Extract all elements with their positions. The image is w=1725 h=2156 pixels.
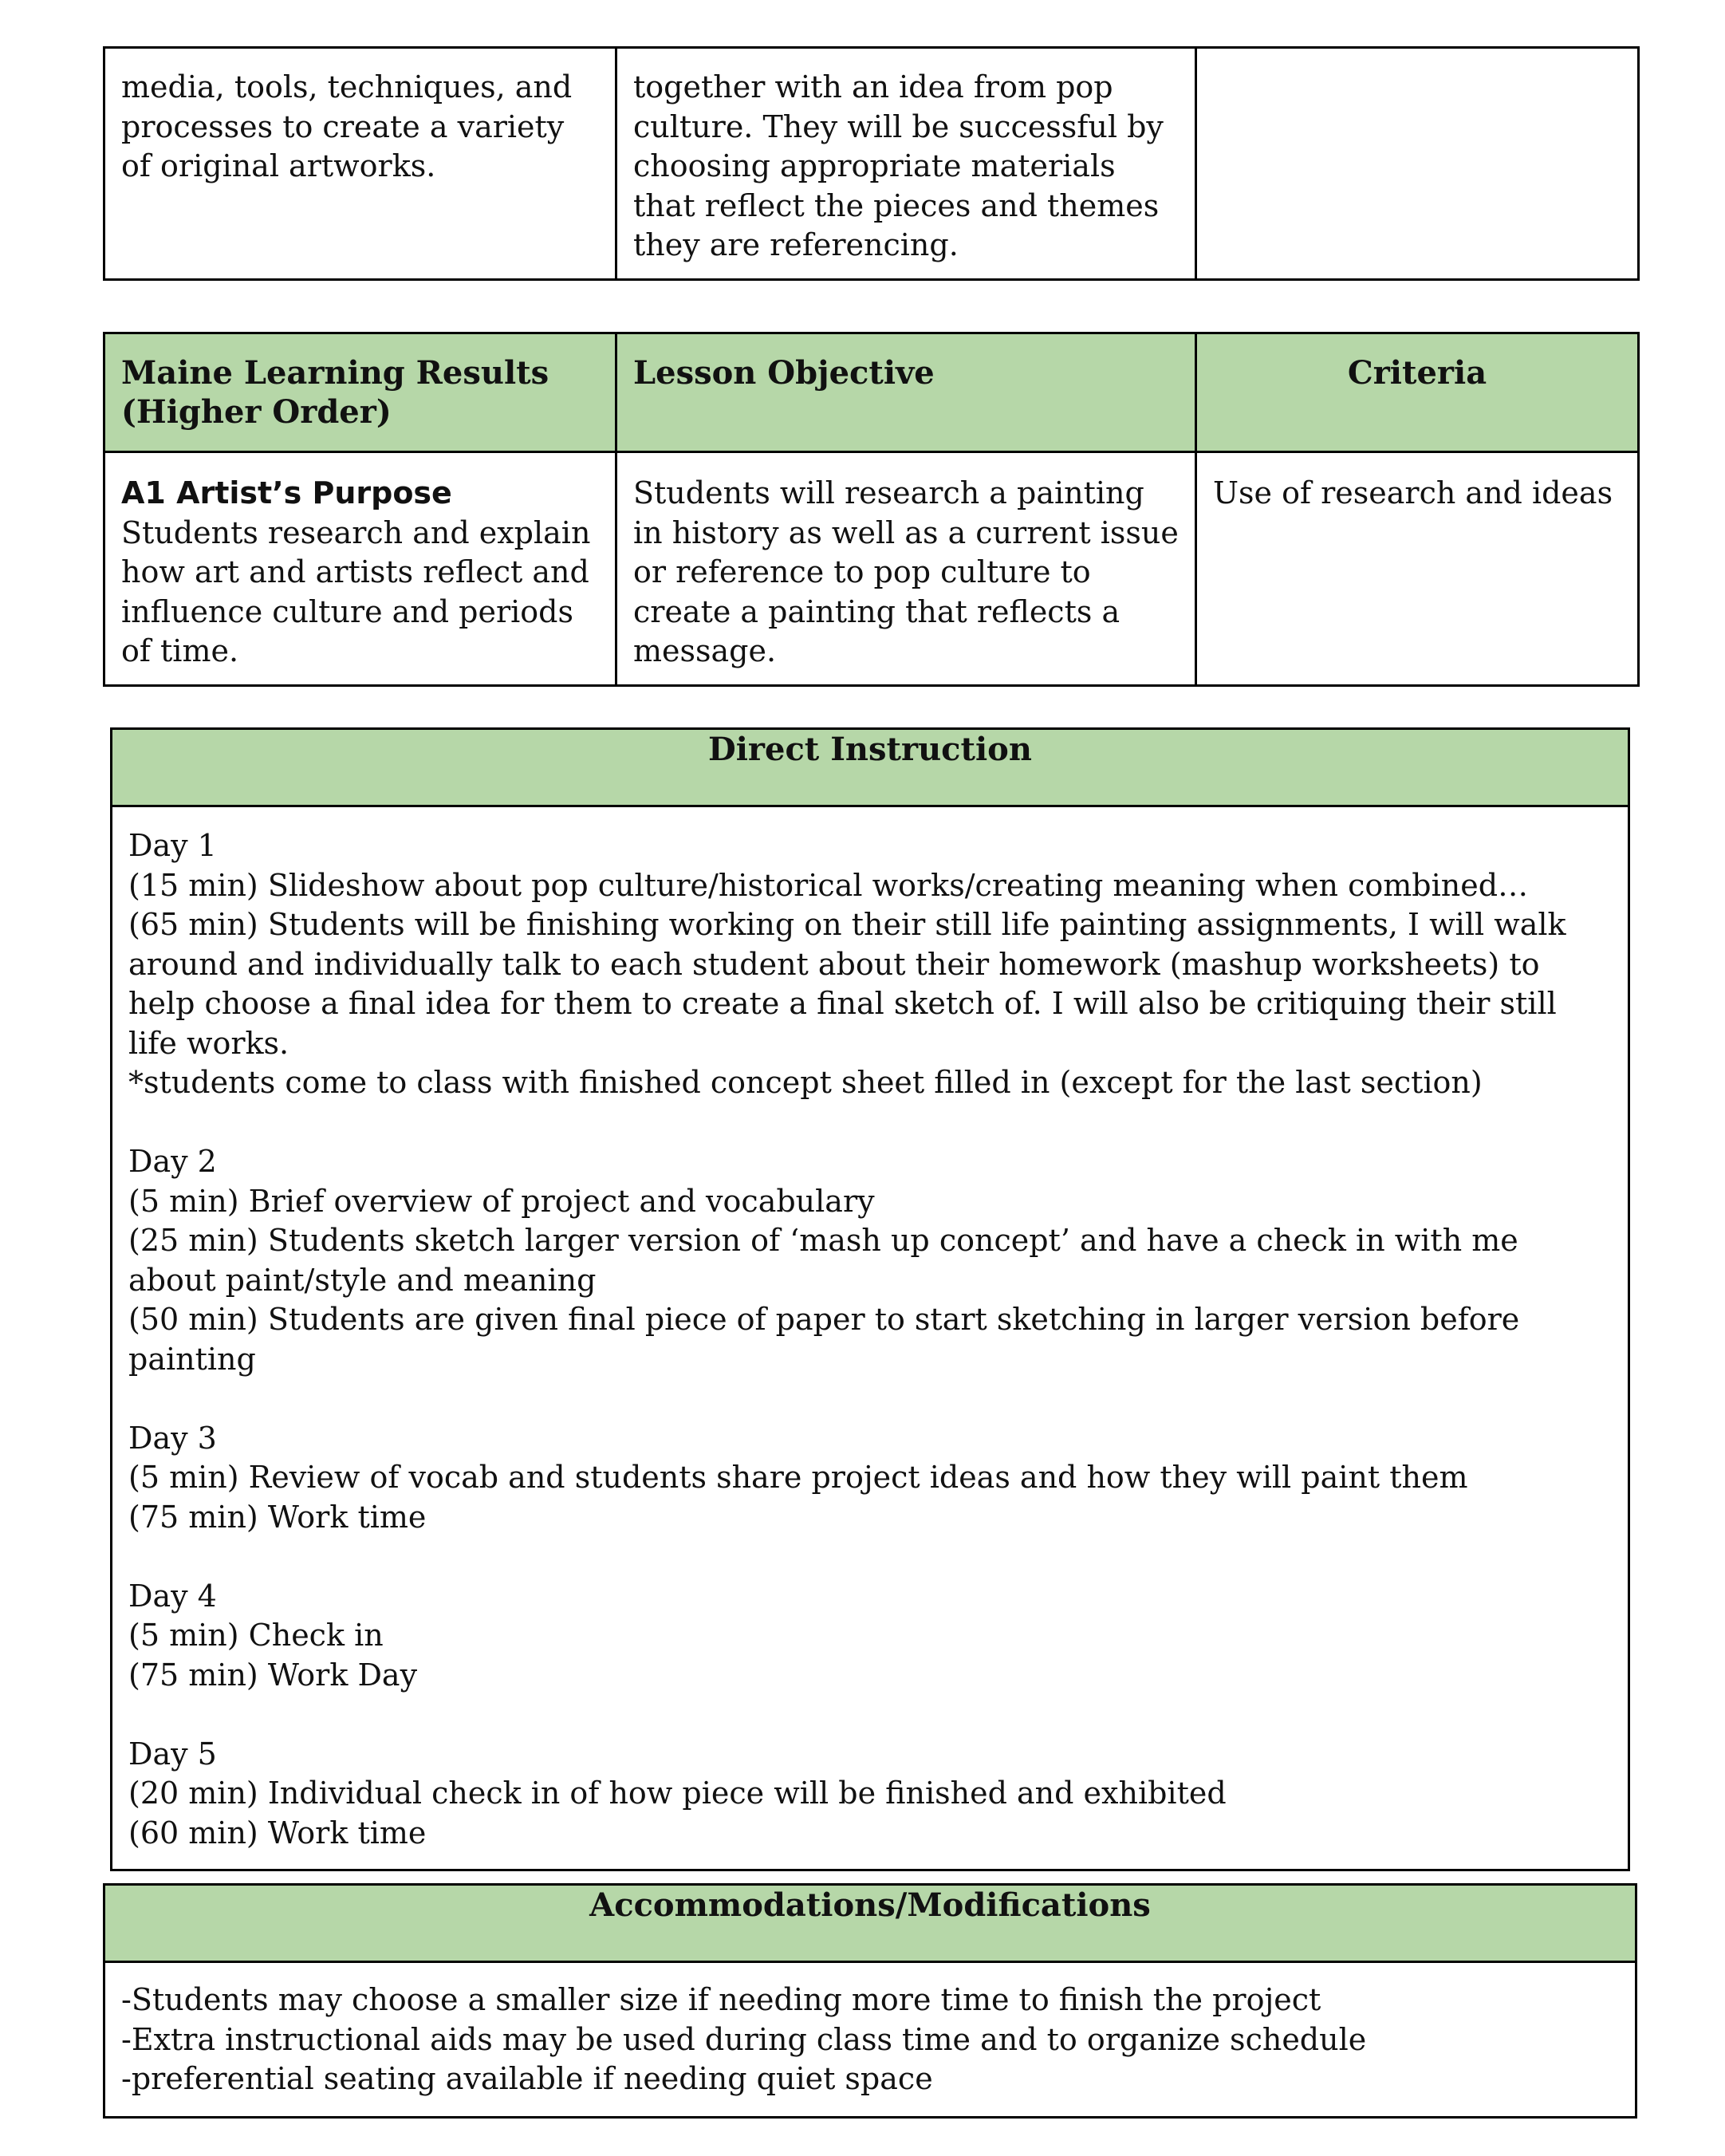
accommodations-table: [103, 1883, 1637, 2119]
day-block: [128, 826, 1612, 1103]
day-line: (75 min) Work time: [128, 1499, 427, 1535]
day-label: Day 2: [128, 1144, 217, 1179]
direct-instruction-table: [110, 727, 1630, 1871]
day-label: Day 4: [128, 1578, 217, 1614]
standard-text: Students research and explain how art and artists reflect and influence culture and periods of time.: [121, 514, 591, 668]
day-line: (65 min) Students will be finishing working on their still life painting assignments, I will walk around and individually talk to each student about their homework (mashup worksheets) to help choose a final idea for them to create a final sketch of. I will also be critiquing their still life works.: [128, 907, 1566, 1061]
day-line: (5 min) Review of vocab and students share project ideas and how they will paint them: [128, 1460, 1468, 1495]
header-learning-results: Maine Learning Results (Higher Order): [104, 333, 616, 452]
day-line: (5 min) Brief overview of project and vocabulary: [128, 1183, 875, 1219]
table-row: [112, 806, 1629, 1870]
criteria-cell: Use of research and ideas: [1196, 452, 1639, 686]
standard-cell: [104, 452, 616, 686]
day-block: [128, 1419, 1612, 1538]
table-row: [104, 1962, 1636, 2118]
continuation-cell-2: together with an idea from pop culture. They will be successful by choosing appropriate materials that reflect the pieces and themes they are referencing.: [616, 48, 1196, 280]
list-item: -Extra instructional aids may be used during class time and to organize schedule: [121, 2021, 1367, 2057]
day-line: (5 min) Check in: [128, 1618, 384, 1653]
day-line: (50 min) Students are given final piece of paper to start sketching in larger version before painting: [128, 1302, 1520, 1377]
day-block: [128, 1577, 1612, 1696]
header-lesson-objective: Lesson Objective: [616, 333, 1196, 452]
day-label: Day 5: [128, 1736, 217, 1772]
continuation-table: [103, 46, 1640, 281]
day-line: (25 min) Students sketch larger version of ‘mash up concept’ and have a check in with me about paint/style and meaning: [128, 1223, 1518, 1298]
day-block: [128, 1735, 1612, 1854]
objective-cell: Students will research a painting in history as well as a current issue or reference to pop culture to create a painting that reflects a message.: [616, 452, 1196, 686]
list-item: -Students may choose a smaller size if needing more time to finish the project: [121, 1982, 1321, 2017]
continuation-cell-1: media, tools, techniques, and processes to create a variety of original artworks.: [104, 48, 616, 280]
table-row: [104, 452, 1639, 686]
day-block: [128, 1142, 1612, 1379]
standard-title: A1 Artist’s Purpose: [121, 475, 452, 510]
direct-instruction-title: Direct Instruction: [112, 729, 1629, 806]
table-header-row: [104, 333, 1639, 452]
accommodations-title: Accommodations/Modifications: [104, 1885, 1636, 1962]
learning-results-table: [103, 332, 1640, 687]
day-line: (60 min) Work time: [128, 1815, 427, 1851]
day-label: Day 3: [128, 1420, 217, 1456]
direct-instruction-body: [112, 806, 1629, 1870]
day-line: *students come to class with finished concept sheet filled in (except for the last section): [128, 1065, 1483, 1100]
table-row: [104, 48, 1639, 280]
table-header-row: [112, 729, 1629, 806]
day-line: (15 min) Slideshow about pop culture/historical works/creating meaning when combined…: [128, 867, 1529, 903]
header-criteria: Criteria: [1196, 333, 1639, 452]
list-item: -preferential seating available if needing quiet space: [121, 2061, 933, 2096]
day-line: (75 min) Work Day: [128, 1657, 418, 1693]
accommodations-body: [104, 1962, 1636, 2118]
table-header-row: [104, 1885, 1636, 1962]
day-line: (20 min) Individual check in of how piece will be finished and exhibited: [128, 1776, 1227, 1811]
day-label: Day 1: [128, 828, 217, 863]
continuation-cell-3: [1196, 48, 1639, 280]
